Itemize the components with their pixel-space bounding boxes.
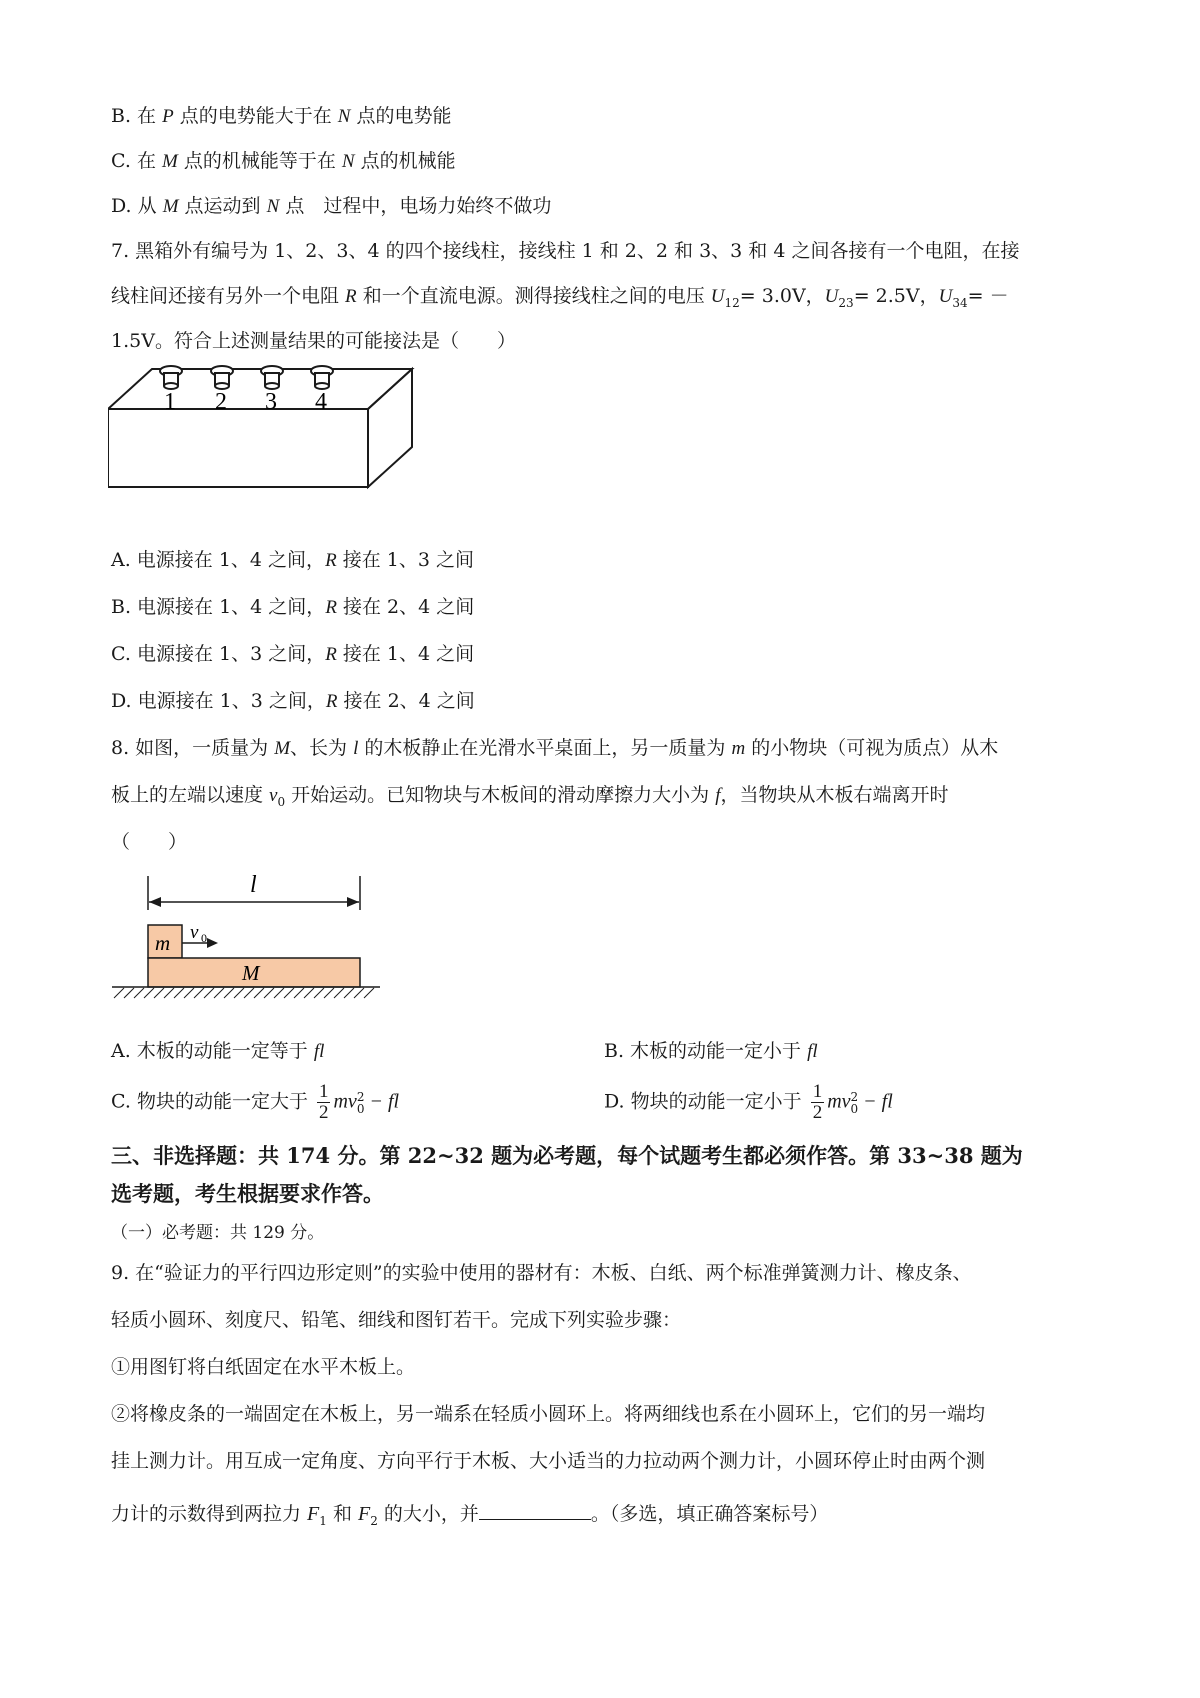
q7-stem-line1: 7. 黑箱外有编号为 1、2、3、4 的四个接线柱，接线柱 1 和 2、2 和 3、3 和 4 之间各接有一个电阻，在接 [111, 240, 1020, 262]
terminal-label-1: 1 [164, 389, 176, 415]
terminal-1 [160, 366, 182, 389]
terminal-2 [211, 366, 233, 389]
velocity-label: v [190, 922, 199, 943]
velocity-subscript: 0 [201, 931, 207, 945]
section-3-heading-line1: 三、非选择题：共 174 分。第 22~32 题为必考题，每个试题考生都必须作答。第 33~38 题为 [111, 1143, 1023, 1168]
q8-option-c: C. 物块的动能一定大于 $\frac{1}{2}$ mv 2 0 − fl [111, 1081, 400, 1123]
answer-blank[interactable] [479, 1501, 591, 1520]
black-box-figure [108, 365, 420, 490]
box-top-face [108, 369, 412, 409]
q6-option-d: D. 从 M 点运动到 N 点 过程中，电场力始终不做功 [111, 195, 552, 217]
q7-stem-line3: 1.5V。符合上述测量结果的可能接法是（ ） [111, 330, 516, 352]
q6-option-c: C. 在 M 点的机械能等于在 N 点的机械能 [111, 150, 456, 172]
terminal-3 [261, 366, 283, 389]
q9-stem-line2: 轻质小圆环、刻度尺、铅笔、细线和图钉若干。完成下列实验步骤： [111, 1309, 682, 1331]
q6-option-b: B. 在 P 点的电势能大于在 N 点的电势能 [111, 105, 452, 127]
q9-step2-line3: 力计的示数得到两拉力 $F_1$ 和 $F_2$ 的大小，并 。（多选，填正确答案标号） [111, 1503, 829, 1528]
dimension-arrow-left [149, 897, 161, 907]
section-3-subheading: （一）必考题：共 129 分。 [111, 1223, 325, 1243]
terminal-4 [311, 366, 333, 389]
board-block-figure [108, 868, 384, 1008]
q8-stem-line3: （ ） [111, 831, 188, 853]
q8-option-d: D. 物块的动能一定小于 $\frac{1}{2}$ mv 2 0 − fl [604, 1081, 893, 1123]
dimension-arrow-right [347, 897, 359, 907]
q7-stem-line2: 线柱间还接有另外一个电阻 R 和一个直流电源。测得接线柱之间的电压 $U_{12}= 3.0V$，$U_{23}= 2.5V$，$U_{34}=$ － [111, 285, 1009, 310]
fraction-half: $\frac{1}{2}$ [318, 1081, 329, 1123]
q9-stem-line1: 9. 在“验证力的平行四边形定则”的实验中使用的器材有：木板、白纸、两个标准弹簧测力计、橡皮条、 [111, 1262, 972, 1284]
ground-hatching [114, 988, 374, 998]
q9-step2-line2: 挂上测力计。用互成一定角度、方向平行于木板、大小适当的力拉动两个测力计，小圆环停止时由两个测 [111, 1450, 986, 1472]
terminal-label-2: 2 [215, 389, 227, 415]
q8-option-a: A. 木板的动能一定等于 fl [111, 1040, 325, 1062]
board-label: M [242, 961, 260, 985]
section-3-heading-line2: 选考题，考生根据要求作答。 [111, 1181, 384, 1206]
q7-option-c: C. 电源接在 1、3 之间，R 接在 1、4 之间 [111, 643, 475, 665]
box-front-face [108, 409, 368, 487]
q9-step1: ①用图钉将白纸固定在水平木板上。 [111, 1356, 416, 1378]
q7-option-b: B. 电源接在 1、4 之间，R 接在 2、4 之间 [111, 596, 475, 618]
block-label: m [155, 931, 171, 955]
box-side-face [368, 369, 412, 487]
q9-step2-line1: ②将橡皮条的一端固定在木板上，另一端系在轻质小圆环上。将两细线也系在小圆环上，它们的另一端均 [111, 1403, 986, 1425]
length-label: l [250, 872, 257, 898]
terminal-label-3: 3 [265, 389, 277, 415]
q7-option-d: D. 电源接在 1、3 之间，R 接在 2、4 之间 [111, 690, 475, 712]
fraction-half: $\frac{1}{2}$ [812, 1081, 823, 1123]
velocity-arrowhead [207, 938, 218, 948]
q8-stem-line1: 8. 如图，一质量为 M、长为 l 的木板静止在光滑水平桌面上，另一质量为 m 的小物块（可视为质点）从木 [111, 737, 999, 759]
terminal-label-4: 4 [315, 389, 327, 415]
q8-stem-line2: 板上的左端以速度 $v_0$ 开始运动。已知物块与木板间的滑动摩擦力大小为 f，当物块从木板右端离开时 [111, 784, 949, 809]
q7-option-a: A. 电源接在 1、4 之间，R 接在 1、3 之间 [111, 549, 474, 571]
q8-option-b: B. 木板的动能一定小于 fl [604, 1040, 818, 1062]
